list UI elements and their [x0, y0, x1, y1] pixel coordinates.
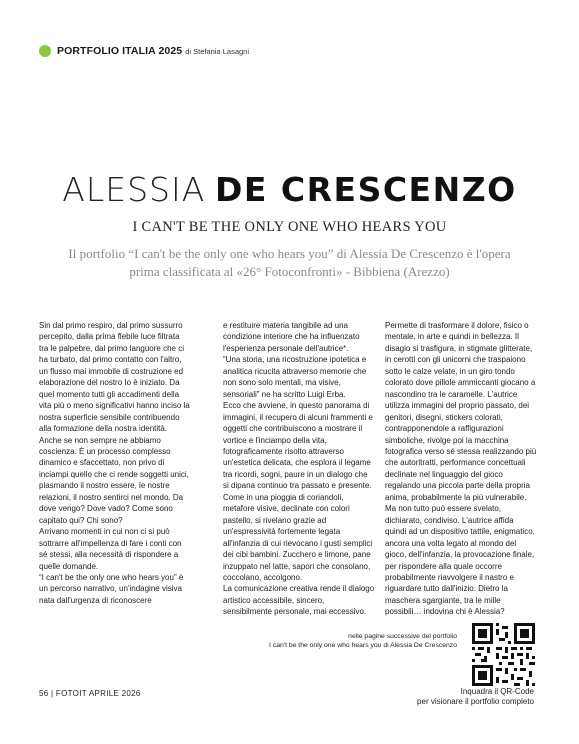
article-intro: Il portfolio “I can't be the only one who hears you” di Alessia De Crescenzo è l'opera prima classificata al «26° Fotoconfronti» - Bibbiena (Arezzo) [68, 246, 511, 279]
author-byline: di Stefania Lasagni [185, 46, 250, 56]
article-subtitle: I CAN'T BE THE ONLY ONE WHO HEARS YOU [132, 219, 447, 235]
paragraph: La comunicazione creativa rende il dialogo artistico accessibile, sincero, sensibilmente personale, mai eccessivo. [223, 584, 375, 617]
green-dot-icon [39, 45, 51, 57]
qr-code-icon[interactable] [472, 623, 535, 686]
qr-caption-line: per visionare il portfolio completo [417, 697, 534, 706]
paragraph: Sin dal primo respiro, dal primo sussurro percepito, dalla prima flebile luce filtrata tra le palpebre, dal primo languore che ci ha turbato, dal primo contatto con l'altro, un flusso mai immobile di costruzione ed elaborazione del nostro Io è iniziato. Da quel momento tutti gli accadimenti della vita più o meno significativi hanno inciso la nostra superficie sensibile contribuendo alla formazione della nostra identità. Anche se non sempre ne abbiamo coscienza. È un processo complesso dinamico e sfaccettato, non privo di inciampi quello che ci rende soggetti unici, plasmando il nostro essere, le nostre relazioni, il nostro sentirci nel mondo. Da dove vengo? Dove vado? Come sono capitato qui? Chi sono? [39, 321, 190, 525]
qr-caption [314, 687, 534, 707]
text-column-3 [385, 320, 537, 618]
note-line: nelle pagine successive del portfolio [348, 633, 457, 640]
paragraph: Permette di trasformare il dolore, fisico o mentale, in arte e quindi in bellezza. Il disagio si trasfigura, in stigmate glitterate, in cerotti con gli unicorni che traspaiono sotto le calze velate, in un giro tondo colorato dove pillole ammiccanti giocano a nascondino tra le caramelle. L'autrice utilizza immagini del proprio passato, dei genitori, disegni, stickers colorati, contrapponendole a raffigurazioni simboliche, rivolge poi la macchina fotografica verso sé stessa realizzando più che autoritratti, performance concettuali declinate nel linguaggio del gioco regalando una piccola parte della propria anima, probabilmente la più vulnerabile. Ma non tutto può essere svelato, dichiarato, condiviso. L'autrice affida quindi ad un dispositivo tattile, enigmatico, ancora una volta legato al mondo del gioco, dell'infanzia, la provocazione finale, per rispondere alla quale occorre probabilmente riavvolgere il nastro e riguardare tutto dall'inizio. Dietro la maschera sgargiante, tra le mille possibili… indovina chi è Alessia? [385, 321, 537, 617]
paragraph: “I can't be the only one who hears you” è un percorso narrativo, un'indagine visiva nata dall'urgenza di riconoscere [39, 572, 184, 605]
next-pages-note [257, 632, 457, 650]
section-label: PORTFOLIO ITALIA 2025 [57, 45, 183, 57]
paragraph: e restituire materia tangibile ad una condizione interiore che ha influenzato l'esperienza personale dell'autrice*. [223, 321, 360, 353]
qr-caption-line: Inquadra il QR-Code [460, 687, 534, 696]
text-column-1 [39, 320, 191, 606]
title-first-name: ALESSIA [62, 170, 206, 209]
paragraph: Ecco che avviene, in questo panorama di immagini, il recupero di alcuni frammenti e oggetti che contribuiscono a mostrare il vortice e l'inciampo della vita, fotograficamente risolto attraverso un'estetica delicata, che esplora il legame tra ricordi, sogni, paure in un dialogo che si dipana continuo tra passato e presente. [223, 401, 373, 491]
page-folio: 56 | FOTOIT APRILE 2026 [39, 689, 141, 698]
paragraph: “Una storia, una ricostruzione ipotetica e analitica ricucita attraverso memorie che non sono solo mentali, ma visive, sensoriali” ne ha scritto Luigi Erba. [223, 355, 367, 399]
text-column-2 [223, 320, 375, 618]
article-title [0, 170, 579, 209]
page-header [39, 44, 249, 58]
note-line: I can't be the only one who hears you di Alessia De Crescenzo [269, 642, 457, 649]
paragraph: Come in una pioggia di coriandoli, metafore visive, declinate con colori pastello, si rivelano grazie ad un'espressività fortemente legata all'infanzia di cui rievocano i gusti semplici dei cibi bambini. Zucchero e limone, pane inzuppato nel latte, sapori che consolano, coccolano, accolgono. [223, 492, 373, 582]
paragraph: Arrivano momenti in cui non ci si può sottrarre all'impellenza di fare i conti con sé stessi, alla necessità di rispondere a quelle domande. [39, 527, 182, 571]
title-last-name: DE CRESCENZO [214, 170, 517, 209]
